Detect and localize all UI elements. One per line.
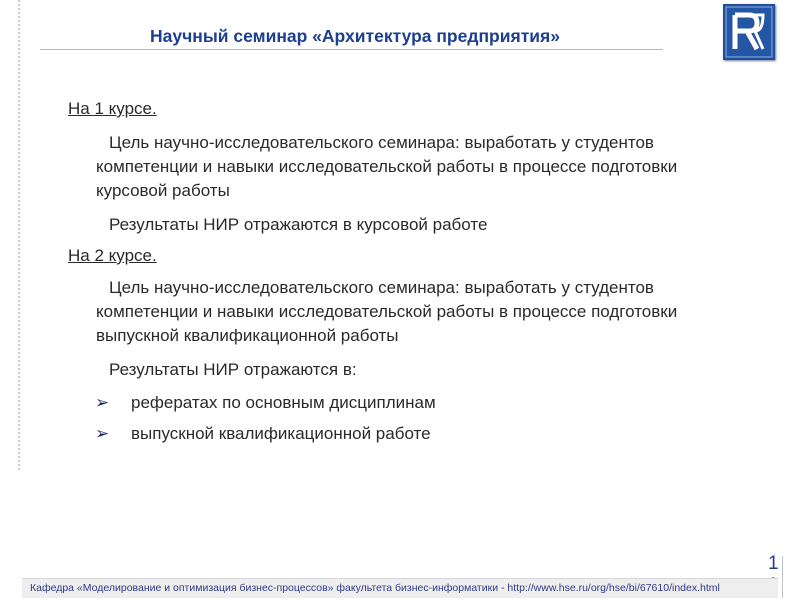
bullet-item: рефератах по основным дисциплинам — [131, 393, 436, 412]
course1-goal-line2: компетенции и навыки исследовательской работы в процессе подготовки — [96, 157, 678, 176]
footer-divider-vertical — [782, 556, 783, 598]
course2-goal-line2: компетенции и навыки исследовательской работы в процессе подготовки — [96, 302, 678, 321]
page-number-digit1: 1 — [768, 553, 779, 574]
footer-text: Кафедра «Моделирование и оптимизация бизнес-процессов» факультета бизнес-информатики - http://www.hse.ru/org/hse/bi/67610/index.html — [30, 582, 720, 594]
slide-title: Научный семинар «Архитектура предприятия» — [150, 26, 560, 46]
course2-results: Результаты НИР отражаются в: — [109, 360, 357, 379]
course2-heading: На 2 курсе. — [68, 246, 157, 265]
course2-goal-line1: Цель научно-исследовательского семинара: выработать у студентов — [109, 278, 654, 297]
bullet-item: выпускной квалификационной работе — [131, 424, 431, 443]
arrowhead-bullet-icon: ➢ — [95, 393, 110, 412]
course1-results: Результаты НИР отражаются в курсовой работе — [109, 215, 488, 234]
course2-goal-line3: выпускной квалификационной работы — [96, 326, 399, 345]
course1-goal-line3: курсовой работы — [96, 181, 230, 200]
course1-goal-line1: Цель научно-исследовательского семинара: выработать у студентов — [109, 133, 654, 152]
arrowhead-bullet-icon: ➢ — [95, 424, 110, 443]
course1-heading: На 1 курсе. — [68, 99, 157, 118]
